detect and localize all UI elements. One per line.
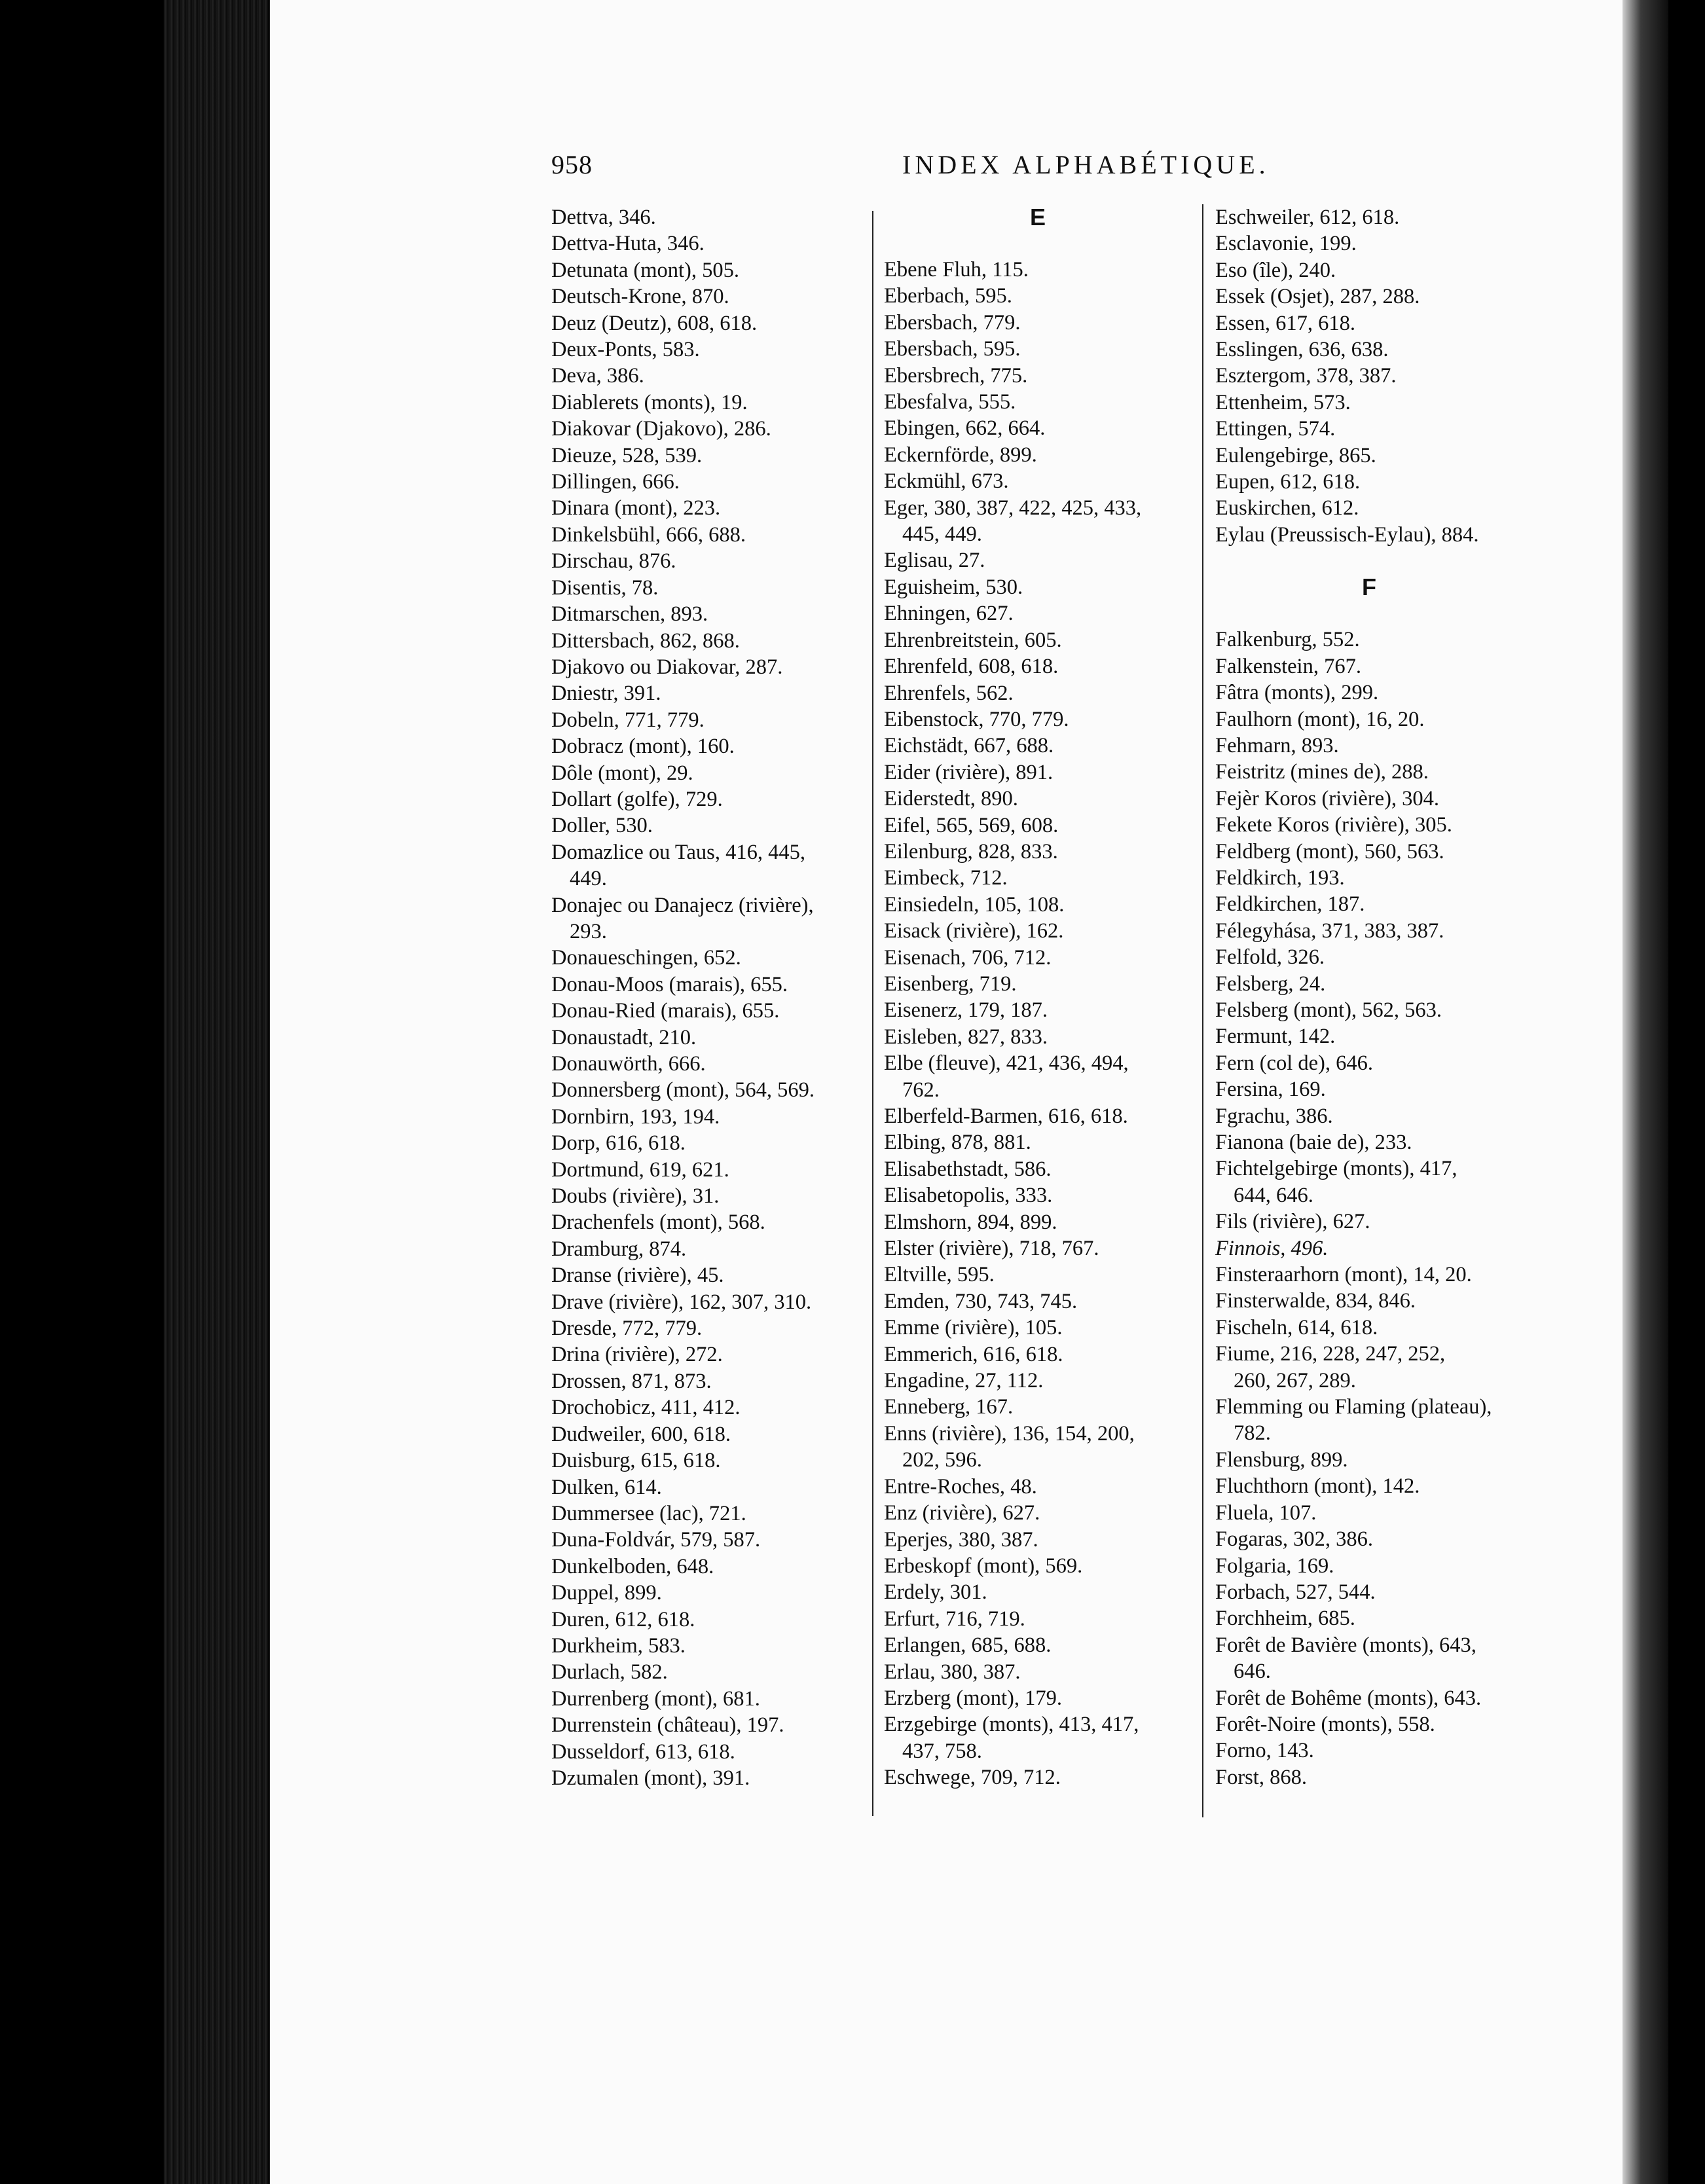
index-entry: Ehningen, 627. — [884, 602, 1014, 626]
index-column-3 — [1215, 204, 1523, 1791]
index-entry: Eberbach, 595. — [884, 284, 1012, 308]
index-entry: Eisenberg, 719. — [884, 972, 1017, 996]
index-entry: Duna-Foldvár, 579, 587. — [551, 1528, 761, 1552]
section-spacer — [884, 230, 1192, 257]
index-entry: Duisburg, 615, 618. — [551, 1449, 721, 1473]
section-spacer — [1215, 600, 1523, 627]
index-entry: Forchheim, 685. — [1215, 1607, 1355, 1631]
index-entry: Dzumalen (mont), 391. — [551, 1766, 750, 1790]
index-entry: Eisack (rivière), 162. — [884, 919, 1064, 943]
index-entry: Feldkirchen, 187. — [1215, 892, 1365, 917]
index-entry: Donnersberg (mont), 564, 569. — [551, 1078, 815, 1102]
page-number: 958 — [551, 150, 593, 179]
index-entry: Diablerets (monts), 19. — [551, 390, 748, 414]
index-entry: Deutsch-Krone, 870. — [551, 285, 729, 309]
index-entry: Erlau, 380, 387. — [884, 1660, 1021, 1684]
index-entry: Dinkelsbühl, 666, 688. — [551, 522, 746, 547]
index-entry: Felsberg (mont), 562, 563. — [1215, 998, 1442, 1022]
index-entry: Forêt-Noire (monts), 558. — [1215, 1712, 1435, 1736]
index-entry: Duppel, 899. — [551, 1581, 662, 1605]
index-entry: Disentis, 78. — [551, 575, 659, 600]
index-entry: Donaustadt, 210. — [551, 1025, 697, 1049]
index-entry: Durrenberg (mont), 681. — [551, 1686, 760, 1711]
index-entry: Dillingen, 666. — [551, 470, 680, 494]
index-entry: Dummersee (lac), 721. — [551, 1501, 746, 1525]
index-entry: Forêt de Bavière (monts), 643, 646. — [1215, 1633, 1476, 1684]
index-entry: Eichstädt, 667, 688. — [884, 734, 1054, 758]
index-entry: Elbing, 878, 881. — [884, 1131, 1031, 1155]
index-entry: Donauwörth, 666. — [551, 1052, 706, 1076]
index-entry: Dornbirn, 193, 194. — [551, 1104, 720, 1129]
index-entry: Erzberg (mont), 179. — [884, 1686, 1062, 1710]
index-entry: Entre-Roches, 48. — [884, 1474, 1037, 1499]
index-entry: Eilenburg, 828, 833. — [884, 839, 1058, 864]
index-entry: Drossen, 871, 873. — [551, 1369, 712, 1393]
index-entry: Emme (rivière), 105. — [884, 1316, 1063, 1340]
index-entry: Fianona (baie de), 233. — [1215, 1131, 1412, 1154]
index-entry: Dittersbach, 862, 868. — [551, 628, 740, 653]
index-entry: Felfold, 326. — [1215, 945, 1325, 970]
index-entry: Deux-Ponts, 583. — [551, 338, 700, 362]
index-entry: Dusseldorf, 613, 618. — [551, 1739, 735, 1764]
index-entry: Dieuze, 528, 539. — [551, 443, 703, 467]
index-entry: Fischeln, 614, 618. — [1215, 1315, 1378, 1339]
index-entry: Forbach, 527, 544. — [1215, 1580, 1376, 1604]
index-entry: Flemming ou Flaming (plateau), 782. — [1215, 1395, 1492, 1446]
index-entry: Fehmarn, 893. — [1215, 733, 1339, 757]
index-entry: Feldkirch, 193. — [1215, 865, 1345, 890]
index-entry: Durkheim, 583. — [551, 1633, 686, 1658]
index-entry: Fekete Koros (rivière), 305. — [1215, 813, 1452, 837]
index-entry: Dettva, 346. — [551, 206, 656, 229]
index-entry: Dorp, 616, 618. — [551, 1131, 686, 1156]
index-entry: Eschweiler, 612, 618. — [1215, 206, 1400, 229]
index-entry: Erbeskopf (mont), 569. — [884, 1554, 1083, 1578]
index-entry: Fluela, 107. — [1215, 1501, 1317, 1525]
index-entry: Flensburg, 899. — [1215, 1447, 1348, 1472]
index-entry: Donau-Moos (marais), 655. — [551, 972, 788, 996]
index-entry: Dranse (rivière), 45. — [551, 1264, 724, 1288]
index-entry: Eisenach, 706, 712. — [884, 945, 1052, 970]
index-entry: Fils (rivière), 627. — [1215, 1210, 1370, 1234]
index-entry: Eguisheim, 530. — [884, 575, 1023, 599]
index-entry: Fâtra (monts), 299. — [1215, 681, 1379, 705]
index-entry: Ettenheim, 573. — [1215, 390, 1351, 414]
index-entry: Forst, 868. — [1215, 1765, 1307, 1789]
index-entry: Fiume, 216, 228, 247, 252, 260, 267, 289. — [1215, 1342, 1446, 1392]
index-entry: Eiderstedt, 890. — [884, 787, 1018, 811]
index-entry: Essen, 617, 618. — [1215, 311, 1355, 335]
index-entry: Detunata (mont), 505. — [551, 258, 740, 282]
index-entry: Esclavonie, 199. — [1215, 232, 1357, 256]
index-entry: Eimbeck, 712. — [884, 866, 1008, 890]
index-entry: Deva, 386. — [551, 364, 644, 388]
index-entry: Doller, 530. — [551, 814, 653, 838]
index-entry: Fogaras, 302, 386. — [1215, 1527, 1374, 1552]
index-entry: Fgrachu, 386. — [1215, 1104, 1333, 1128]
index-entry: Eylau (Preussisch-Eylau), 884. — [1215, 522, 1479, 547]
index-entry: Eso (île), 240. — [1215, 258, 1336, 282]
index-entry: Erfurt, 716, 719. — [884, 1607, 1025, 1631]
index-entry: Felsberg, 24. — [1215, 972, 1326, 996]
index-entry: Eglisau, 27. — [884, 549, 985, 573]
index-entry: Elisabetopolis, 333. — [884, 1184, 1053, 1208]
index-entry: Ditmarschen, 893. — [551, 602, 708, 627]
index-entry: Domazlice ou Taus, 416, 445, 449. — [551, 840, 805, 891]
index-entry: Esztergom, 378, 387. — [1215, 364, 1397, 388]
index-entry: Dobeln, 771, 779. — [551, 708, 705, 732]
index-entry: Faulhorn (mont), 16, 20. — [1215, 707, 1425, 731]
index-entry: Dinara (mont), 223. — [551, 496, 721, 520]
index-entry: Dollart (golfe), 729. — [551, 787, 723, 811]
index-entry: Eisleben, 827, 833. — [884, 1025, 1048, 1049]
index-entry: Dunkelboden, 648. — [551, 1554, 714, 1578]
index-entry: Emden, 730, 743, 745. — [884, 1289, 1078, 1313]
section-letter: E — [1029, 204, 1046, 230]
index-entry: Emmerich, 616, 618. — [884, 1342, 1063, 1366]
index-entry: Djakovo ou Diakovar, 287. — [551, 655, 783, 679]
index-entry: Drave (rivière), 162, 307, 310. — [551, 1290, 812, 1314]
index-entry: Eperjes, 380, 387. — [884, 1527, 1038, 1552]
index-entry: Elberfeld-Barmen, 616, 618. — [884, 1104, 1128, 1128]
index-entry: Eulengebirge, 865. — [1215, 443, 1376, 467]
index-entry: Eckernförde, 899. — [884, 443, 1037, 467]
index-entry: Dettva-Huta, 346. — [551, 232, 705, 256]
index-entry: Ebene Fluh, 115. — [884, 258, 1029, 282]
index-entry: Ebingen, 662, 664. — [884, 416, 1046, 441]
index-entry: Eger, 380, 387, 422, 425, 433, 445, 449. — [884, 496, 1142, 547]
index-entry: Erdely, 301. — [884, 1580, 987, 1605]
index-entry: Falkenburg, 552. — [1215, 628, 1360, 652]
index-entry: Elbe (fleuve), 421, 436, 494, 762. — [884, 1051, 1129, 1102]
index-entry: Fluchthorn (mont), 142. — [1215, 1474, 1420, 1499]
section-spacer — [1215, 548, 1523, 574]
index-entry: Eibenstock, 770, 779. — [884, 707, 1069, 731]
index-entry: Folgaria, 169. — [1215, 1554, 1334, 1578]
index-entry: Eckmühl, 673. — [884, 469, 1009, 494]
index-entry: Eider (rivière), 891. — [884, 760, 1054, 784]
index-entry: Euskirchen, 612. — [1215, 496, 1359, 520]
index-entry: Durrenstein (château), 197. — [551, 1713, 784, 1738]
index-entry: Doubs (rivière), 31. — [551, 1184, 720, 1209]
index-entry: Erlangen, 685, 688. — [884, 1633, 1052, 1658]
index-entry: Ebesfalva, 555. — [884, 390, 1016, 414]
index-entry: Dresde, 772, 779. — [551, 1317, 703, 1341]
index-entry: Falkenstein, 767. — [1215, 654, 1361, 678]
index-entry: Fejèr Koros (rivière), 304. — [1215, 786, 1440, 810]
index-entry: Drochobicz, 411, 412. — [551, 1396, 741, 1420]
index-entry: Donau-Ried (marais), 655. — [551, 999, 780, 1023]
index-entry: Finsteraarhorn (mont), 14, 20. — [1215, 1263, 1472, 1287]
book-edge-left — [164, 0, 268, 2184]
index-entry: Ehrenbreitstein, 605. — [884, 628, 1062, 652]
book-edge-right — [1622, 0, 1668, 2184]
index-entry: Duren, 612, 618. — [551, 1607, 695, 1631]
index-entry: Deuz (Deutz), 608, 618. — [551, 311, 758, 335]
index-entry: Donajec ou Danajecz (rivière), 293. — [551, 893, 814, 943]
index-entry: Einsiedeln, 105, 108. — [884, 892, 1065, 917]
index-entry: Enz (rivière), 627. — [884, 1501, 1040, 1525]
index-entry: Durlach, 582. — [551, 1660, 668, 1684]
index-entry: Engadine, 27, 112. — [884, 1369, 1044, 1393]
section-letter: F — [1362, 573, 1376, 601]
index-entry: Forêt de Bohême (monts), 643. — [1215, 1686, 1482, 1710]
index-entry: Ehrenfeld, 608, 618. — [884, 655, 1059, 679]
index-entry: Donaueschingen, 652. — [551, 946, 741, 970]
index-entry: Fersina, 169. — [1215, 1078, 1326, 1102]
index-entry: Enneberg, 167. — [884, 1395, 1014, 1419]
index-entry: Dirschau, 876. — [551, 549, 676, 573]
index-entry: Fern (col de), 646. — [1215, 1051, 1373, 1075]
index-entry: Fermunt, 142. — [1215, 1025, 1336, 1049]
index-entry: Dôle (mont), 29. — [551, 761, 693, 785]
column-divider — [1202, 204, 1203, 1817]
index-column-1 — [551, 204, 859, 1791]
index-entry: Ebersbrech, 775. — [884, 363, 1028, 388]
index-entry: Eisenerz, 179, 187. — [884, 998, 1048, 1023]
index-entry: Forno, 143. — [1215, 1739, 1314, 1763]
index-entry: Ehrenfels, 562. — [884, 681, 1014, 705]
index-entry: Elisabethstadt, 586. — [884, 1157, 1052, 1181]
index-entry: Drachenfels (mont), 568. — [551, 1210, 765, 1235]
index-entry: Fichtelgebirge (monts), 417, 644, 646. — [1215, 1157, 1458, 1207]
index-entry: Feldberg (mont), 560, 563. — [1215, 839, 1444, 864]
index-entry: Ebersbach, 595. — [884, 337, 1021, 361]
index-entry: Félegyhása, 371, 383, 387. — [1215, 919, 1444, 943]
index-entry: Finnois, 496. — [1215, 1236, 1329, 1260]
index-entry: Eupen, 612, 618. — [1215, 470, 1361, 494]
index-entry: Ebersbach, 779. — [884, 310, 1021, 335]
index-entry: Feistritz (mines de), 288. — [1215, 760, 1429, 784]
index-entry: Drina (rivière), 272. — [551, 1343, 723, 1367]
running-title: INDEX ALPHABÉTIQUE. — [902, 150, 1270, 179]
index-entry: Ettingen, 574. — [1215, 417, 1336, 441]
index-entry: Dramburg, 874. — [551, 1237, 687, 1261]
index-entry: Erzgebirge (monts), 413, 417, 437, 758. — [884, 1713, 1139, 1763]
index-entry: Eifel, 565, 569, 608. — [884, 813, 1059, 837]
column-divider — [872, 211, 873, 1816]
index-entry: Dulken, 614. — [551, 1475, 662, 1499]
index-entry: Dobracz (mont), 160. — [551, 735, 735, 759]
index-entry: Elster (rivière), 718, 767. — [884, 1237, 1099, 1261]
index-entry: Finsterwalde, 834, 846. — [1215, 1289, 1416, 1313]
index-entry: Diakovar (Djakovo), 286. — [551, 417, 771, 441]
index-entry: Dniestr, 391. — [551, 682, 661, 706]
index-entry: Esslingen, 636, 638. — [1215, 338, 1389, 362]
index-entry: Essek (Osjet), 287, 288. — [1215, 285, 1420, 309]
index-entry: Elmshorn, 894, 899. — [884, 1210, 1057, 1234]
index-entry: Eschwege, 709, 712. — [884, 1766, 1061, 1790]
index-column-2 — [884, 204, 1192, 1791]
index-entry: Dortmund, 619, 621. — [551, 1157, 729, 1182]
index-entry: Eltville, 595. — [884, 1263, 995, 1287]
index-entry: Dudweiler, 600, 618. — [551, 1422, 731, 1446]
index-entry: Enns (rivière), 136, 154, 200, 202, 596. — [884, 1421, 1135, 1472]
